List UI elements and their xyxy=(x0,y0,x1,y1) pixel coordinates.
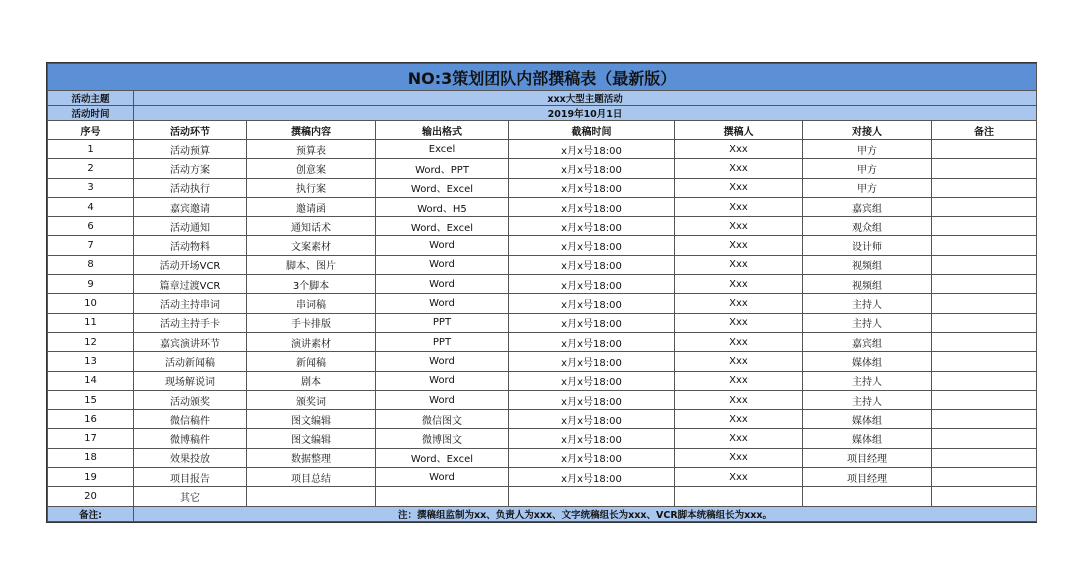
cell-remark[interactable] xyxy=(932,197,1037,216)
cell-format[interactable]: Word xyxy=(376,255,509,274)
cell-content[interactable]: 串词稿 xyxy=(247,294,376,313)
cell-content[interactable]: 邀请函 xyxy=(247,197,376,216)
time-label: 活动时间 xyxy=(48,106,134,121)
cell-segment[interactable]: 嘉宾邀请 xyxy=(134,197,247,216)
cell-segment[interactable]: 活动预算 xyxy=(134,140,247,159)
header-index: 序号 xyxy=(48,121,134,140)
footer-note[interactable]: 注：撰稿组监制为xx、负责人为xxx、文字统稿组长为xxx、VCR脚本统稿组长为xxx。 xyxy=(134,506,1037,521)
cell-contact[interactable]: 项目经理 xyxy=(803,468,932,487)
cell-segment[interactable]: 微博稿件 xyxy=(134,429,247,448)
cell-deadline[interactable]: x月x号18:00 xyxy=(509,332,675,351)
cell-index[interactable]: 14 xyxy=(48,371,134,390)
cell-segment[interactable]: 项目报告 xyxy=(134,468,247,487)
cell-writer[interactable]: Xxx xyxy=(675,294,803,313)
cell-format[interactable]: Word xyxy=(376,294,509,313)
cell-segment[interactable]: 活动方案 xyxy=(134,159,247,178)
cell-segment[interactable]: 微信稿件 xyxy=(134,410,247,429)
cell-deadline[interactable]: x月x号18:00 xyxy=(509,448,675,467)
cell-content[interactable]: 项目总结 xyxy=(247,468,376,487)
table-row xyxy=(48,294,1037,313)
cell-writer[interactable]: Xxx xyxy=(675,390,803,409)
cell-format[interactable]: Word、Excel xyxy=(376,217,509,236)
cell-contact[interactable]: 项目经理 xyxy=(803,448,932,467)
cell-contact[interactable]: 嘉宾组 xyxy=(803,197,932,216)
cell-format[interactable]: PPT xyxy=(376,313,509,332)
cell-remark[interactable] xyxy=(932,332,1037,351)
cell-content[interactable]: 演讲素材 xyxy=(247,332,376,351)
table-row xyxy=(48,197,1037,216)
cell-index[interactable]: 3 xyxy=(48,178,134,197)
cell-deadline[interactable]: x月x号18:00 xyxy=(509,313,675,332)
table-row xyxy=(48,178,1037,197)
cell-writer[interactable]: Xxx xyxy=(675,429,803,448)
cell-writer[interactable]: Xxx xyxy=(675,275,803,294)
cell-remark[interactable] xyxy=(932,178,1037,197)
cell-format[interactable] xyxy=(376,487,509,506)
cell-index[interactable]: 10 xyxy=(48,294,134,313)
cell-segment[interactable]: 现场解说词 xyxy=(134,371,247,390)
cell-segment[interactable]: 活动主持手卡 xyxy=(134,313,247,332)
cell-segment[interactable]: 活动执行 xyxy=(134,178,247,197)
cell-remark[interactable] xyxy=(932,448,1037,467)
cell-remark[interactable] xyxy=(932,140,1037,159)
cell-remark[interactable] xyxy=(932,487,1037,506)
cell-content[interactable] xyxy=(247,487,376,506)
cell-remark[interactable] xyxy=(932,255,1037,274)
cell-writer[interactable]: Xxx xyxy=(675,255,803,274)
cell-format[interactable]: Word xyxy=(376,275,509,294)
table-row xyxy=(48,429,1037,448)
cell-segment[interactable]: 篇章过渡VCR xyxy=(134,275,247,294)
table-row xyxy=(48,255,1037,274)
cell-deadline[interactable]: x月x号18:00 xyxy=(509,429,675,448)
cell-content[interactable]: 预算表 xyxy=(247,140,376,159)
cell-format[interactable]: Word、H5 xyxy=(376,197,509,216)
cell-writer[interactable]: Xxx xyxy=(675,332,803,351)
cell-segment[interactable]: 效果投放 xyxy=(134,448,247,467)
cell-segment[interactable]: 嘉宾演讲环节 xyxy=(134,332,247,351)
cell-index[interactable]: 20 xyxy=(48,487,134,506)
cell-writer[interactable]: Xxx xyxy=(675,236,803,255)
cell-deadline[interactable]: x月x号18:00 xyxy=(509,217,675,236)
table-row xyxy=(48,313,1037,332)
cell-index[interactable]: 6 xyxy=(48,217,134,236)
header-format: 输出格式 xyxy=(376,121,509,140)
table-row xyxy=(48,448,1037,467)
cell-format[interactable]: Word、Excel xyxy=(376,178,509,197)
cell-deadline[interactable]: x月x号18:00 xyxy=(509,197,675,216)
cell-contact[interactable]: 观众组 xyxy=(803,217,932,236)
cell-format[interactable]: Word xyxy=(376,468,509,487)
cell-deadline[interactable]: x月x号18:00 xyxy=(509,468,675,487)
table-row xyxy=(48,332,1037,351)
header-content: 撰稿内容 xyxy=(247,121,376,140)
cell-index[interactable]: 4 xyxy=(48,197,134,216)
cell-writer[interactable] xyxy=(675,487,803,506)
cell-writer[interactable]: Xxx xyxy=(675,410,803,429)
cell-deadline[interactable] xyxy=(509,487,675,506)
cell-deadline[interactable]: x月x号18:00 xyxy=(509,178,675,197)
cell-remark[interactable] xyxy=(932,390,1037,409)
cell-remark[interactable] xyxy=(932,294,1037,313)
cell-writer[interactable]: Xxx xyxy=(675,159,803,178)
cell-deadline[interactable]: x月x号18:00 xyxy=(509,255,675,274)
cell-contact[interactable]: 媒体组 xyxy=(803,429,932,448)
cell-contact[interactable]: 媒体组 xyxy=(803,410,932,429)
cell-format[interactable]: PPT xyxy=(376,332,509,351)
cell-contact[interactable]: 主持人 xyxy=(803,390,932,409)
cell-index[interactable]: 11 xyxy=(48,313,134,332)
cell-content[interactable]: 通知话术 xyxy=(247,217,376,236)
cell-remark[interactable] xyxy=(932,410,1037,429)
cell-contact[interactable] xyxy=(803,487,932,506)
cell-contact[interactable]: 视频组 xyxy=(803,275,932,294)
cell-content[interactable]: 文案素材 xyxy=(247,236,376,255)
sheet-title: NO:3策划团队内部撰稿表（最新版） xyxy=(48,64,1037,91)
cell-index[interactable]: 8 xyxy=(48,255,134,274)
cell-segment[interactable]: 其它 xyxy=(134,487,247,506)
header-contact: 对接人 xyxy=(803,121,932,140)
cell-contact[interactable]: 甲方 xyxy=(803,140,932,159)
cell-remark[interactable] xyxy=(932,352,1037,371)
cell-writer[interactable]: Xxx xyxy=(675,140,803,159)
cell-deadline[interactable]: x月x号18:00 xyxy=(509,236,675,255)
cell-deadline[interactable]: x月x号18:00 xyxy=(509,352,675,371)
cell-index[interactable]: 7 xyxy=(48,236,134,255)
table-row xyxy=(48,371,1037,390)
cell-format[interactable]: Word xyxy=(376,236,509,255)
cell-index[interactable]: 13 xyxy=(48,352,134,371)
table-row xyxy=(48,468,1037,487)
cell-content[interactable]: 数据整理 xyxy=(247,448,376,467)
cell-index[interactable]: 12 xyxy=(48,332,134,351)
cell-deadline[interactable]: x月x号18:00 xyxy=(509,410,675,429)
table-row xyxy=(48,140,1037,159)
cell-format[interactable]: Word、PPT xyxy=(376,159,509,178)
cell-deadline[interactable]: x月x号18:00 xyxy=(509,159,675,178)
cell-content[interactable]: 图文编辑 xyxy=(247,429,376,448)
footer-row xyxy=(48,506,1037,521)
cell-segment[interactable]: 活动主持串词 xyxy=(134,294,247,313)
cell-contact[interactable]: 设计师 xyxy=(803,236,932,255)
cell-writer[interactable]: Xxx xyxy=(675,468,803,487)
cell-writer[interactable]: Xxx xyxy=(675,371,803,390)
cell-writer[interactable]: Xxx xyxy=(675,313,803,332)
cell-contact[interactable]: 主持人 xyxy=(803,294,932,313)
cell-format[interactable]: 微信图文 xyxy=(376,410,509,429)
cell-index[interactable]: 17 xyxy=(48,429,134,448)
cell-segment[interactable]: 活动开场VCR xyxy=(134,255,247,274)
cell-content[interactable]: 新闻稿 xyxy=(247,352,376,371)
writing-schedule-table xyxy=(47,63,1037,522)
header-segment: 活动环节 xyxy=(134,121,247,140)
cell-deadline[interactable]: x月x号18:00 xyxy=(509,371,675,390)
cell-content[interactable]: 剧本 xyxy=(247,371,376,390)
cell-content[interactable]: 手卡排版 xyxy=(247,313,376,332)
cell-writer[interactable]: Xxx xyxy=(675,448,803,467)
cell-deadline[interactable]: x月x号18:00 xyxy=(509,140,675,159)
cell-remark[interactable] xyxy=(932,371,1037,390)
cell-index[interactable]: 1 xyxy=(48,140,134,159)
cell-index[interactable]: 18 xyxy=(48,448,134,467)
cell-contact[interactable]: 甲方 xyxy=(803,159,932,178)
table-row xyxy=(48,352,1037,371)
cell-format[interactable]: Word xyxy=(376,390,509,409)
cell-content[interactable]: 脚本、图片 xyxy=(247,255,376,274)
cell-deadline[interactable]: x月x号18:00 xyxy=(509,294,675,313)
table-row xyxy=(48,390,1037,409)
cell-format[interactable]: Word xyxy=(376,371,509,390)
cell-deadline[interactable]: x月x号18:00 xyxy=(509,390,675,409)
cell-content[interactable]: 图文编辑 xyxy=(247,410,376,429)
cell-remark[interactable] xyxy=(932,217,1037,236)
cell-writer[interactable]: Xxx xyxy=(675,197,803,216)
cell-remark[interactable] xyxy=(932,429,1037,448)
cell-format[interactable]: Word xyxy=(376,352,509,371)
table-row xyxy=(48,236,1037,255)
cell-segment[interactable]: 活动新闻稿 xyxy=(134,352,247,371)
theme-value[interactable]: xxx大型主题活动 xyxy=(134,91,1037,106)
cell-segment[interactable]: 活动通知 xyxy=(134,217,247,236)
table-row xyxy=(48,487,1037,506)
cell-index[interactable]: 16 xyxy=(48,410,134,429)
cell-deadline[interactable]: x月x号18:00 xyxy=(509,275,675,294)
cell-content[interactable]: 执行案 xyxy=(247,178,376,197)
cell-writer[interactable]: Xxx xyxy=(675,352,803,371)
cell-segment[interactable]: 活动物料 xyxy=(134,236,247,255)
footer-label: 备注: xyxy=(48,506,134,521)
cell-remark[interactable] xyxy=(932,275,1037,294)
table-row xyxy=(48,159,1037,178)
table-row xyxy=(48,410,1037,429)
header-deadline: 截稿时间 xyxy=(509,121,675,140)
cell-segment[interactable]: 活动颁奖 xyxy=(134,390,247,409)
writing-schedule-sheet xyxy=(46,62,1037,523)
cell-remark[interactable] xyxy=(932,159,1037,178)
cell-contact[interactable]: 视频组 xyxy=(803,255,932,274)
cell-remark[interactable] xyxy=(932,313,1037,332)
cell-format[interactable]: Excel xyxy=(376,140,509,159)
cell-contact[interactable]: 主持人 xyxy=(803,371,932,390)
cell-content[interactable]: 3个脚本 xyxy=(247,275,376,294)
table-row xyxy=(48,275,1037,294)
cell-remark[interactable] xyxy=(932,468,1037,487)
cell-format[interactable]: 微博图文 xyxy=(376,429,509,448)
header-writer: 撰稿人 xyxy=(675,121,803,140)
time-value[interactable]: 2019年10月1日 xyxy=(134,106,1037,121)
cell-contact[interactable]: 主持人 xyxy=(803,313,932,332)
cell-content[interactable]: 颁奖词 xyxy=(247,390,376,409)
cell-index[interactable]: 15 xyxy=(48,390,134,409)
cell-content[interactable]: 创意案 xyxy=(247,159,376,178)
header-remark: 备注 xyxy=(932,121,1037,140)
cell-index[interactable]: 2 xyxy=(48,159,134,178)
cell-contact[interactable]: 嘉宾组 xyxy=(803,332,932,351)
cell-format[interactable]: Word、Excel xyxy=(376,448,509,467)
table-row xyxy=(48,217,1037,236)
cell-contact[interactable]: 甲方 xyxy=(803,178,932,197)
cell-index[interactable]: 9 xyxy=(48,275,134,294)
cell-index[interactable]: 19 xyxy=(48,468,134,487)
cell-contact[interactable]: 媒体组 xyxy=(803,352,932,371)
cell-writer[interactable]: Xxx xyxy=(675,217,803,236)
theme-label: 活动主题 xyxy=(48,91,134,106)
cell-remark[interactable] xyxy=(932,236,1037,255)
cell-writer[interactable]: Xxx xyxy=(675,178,803,197)
